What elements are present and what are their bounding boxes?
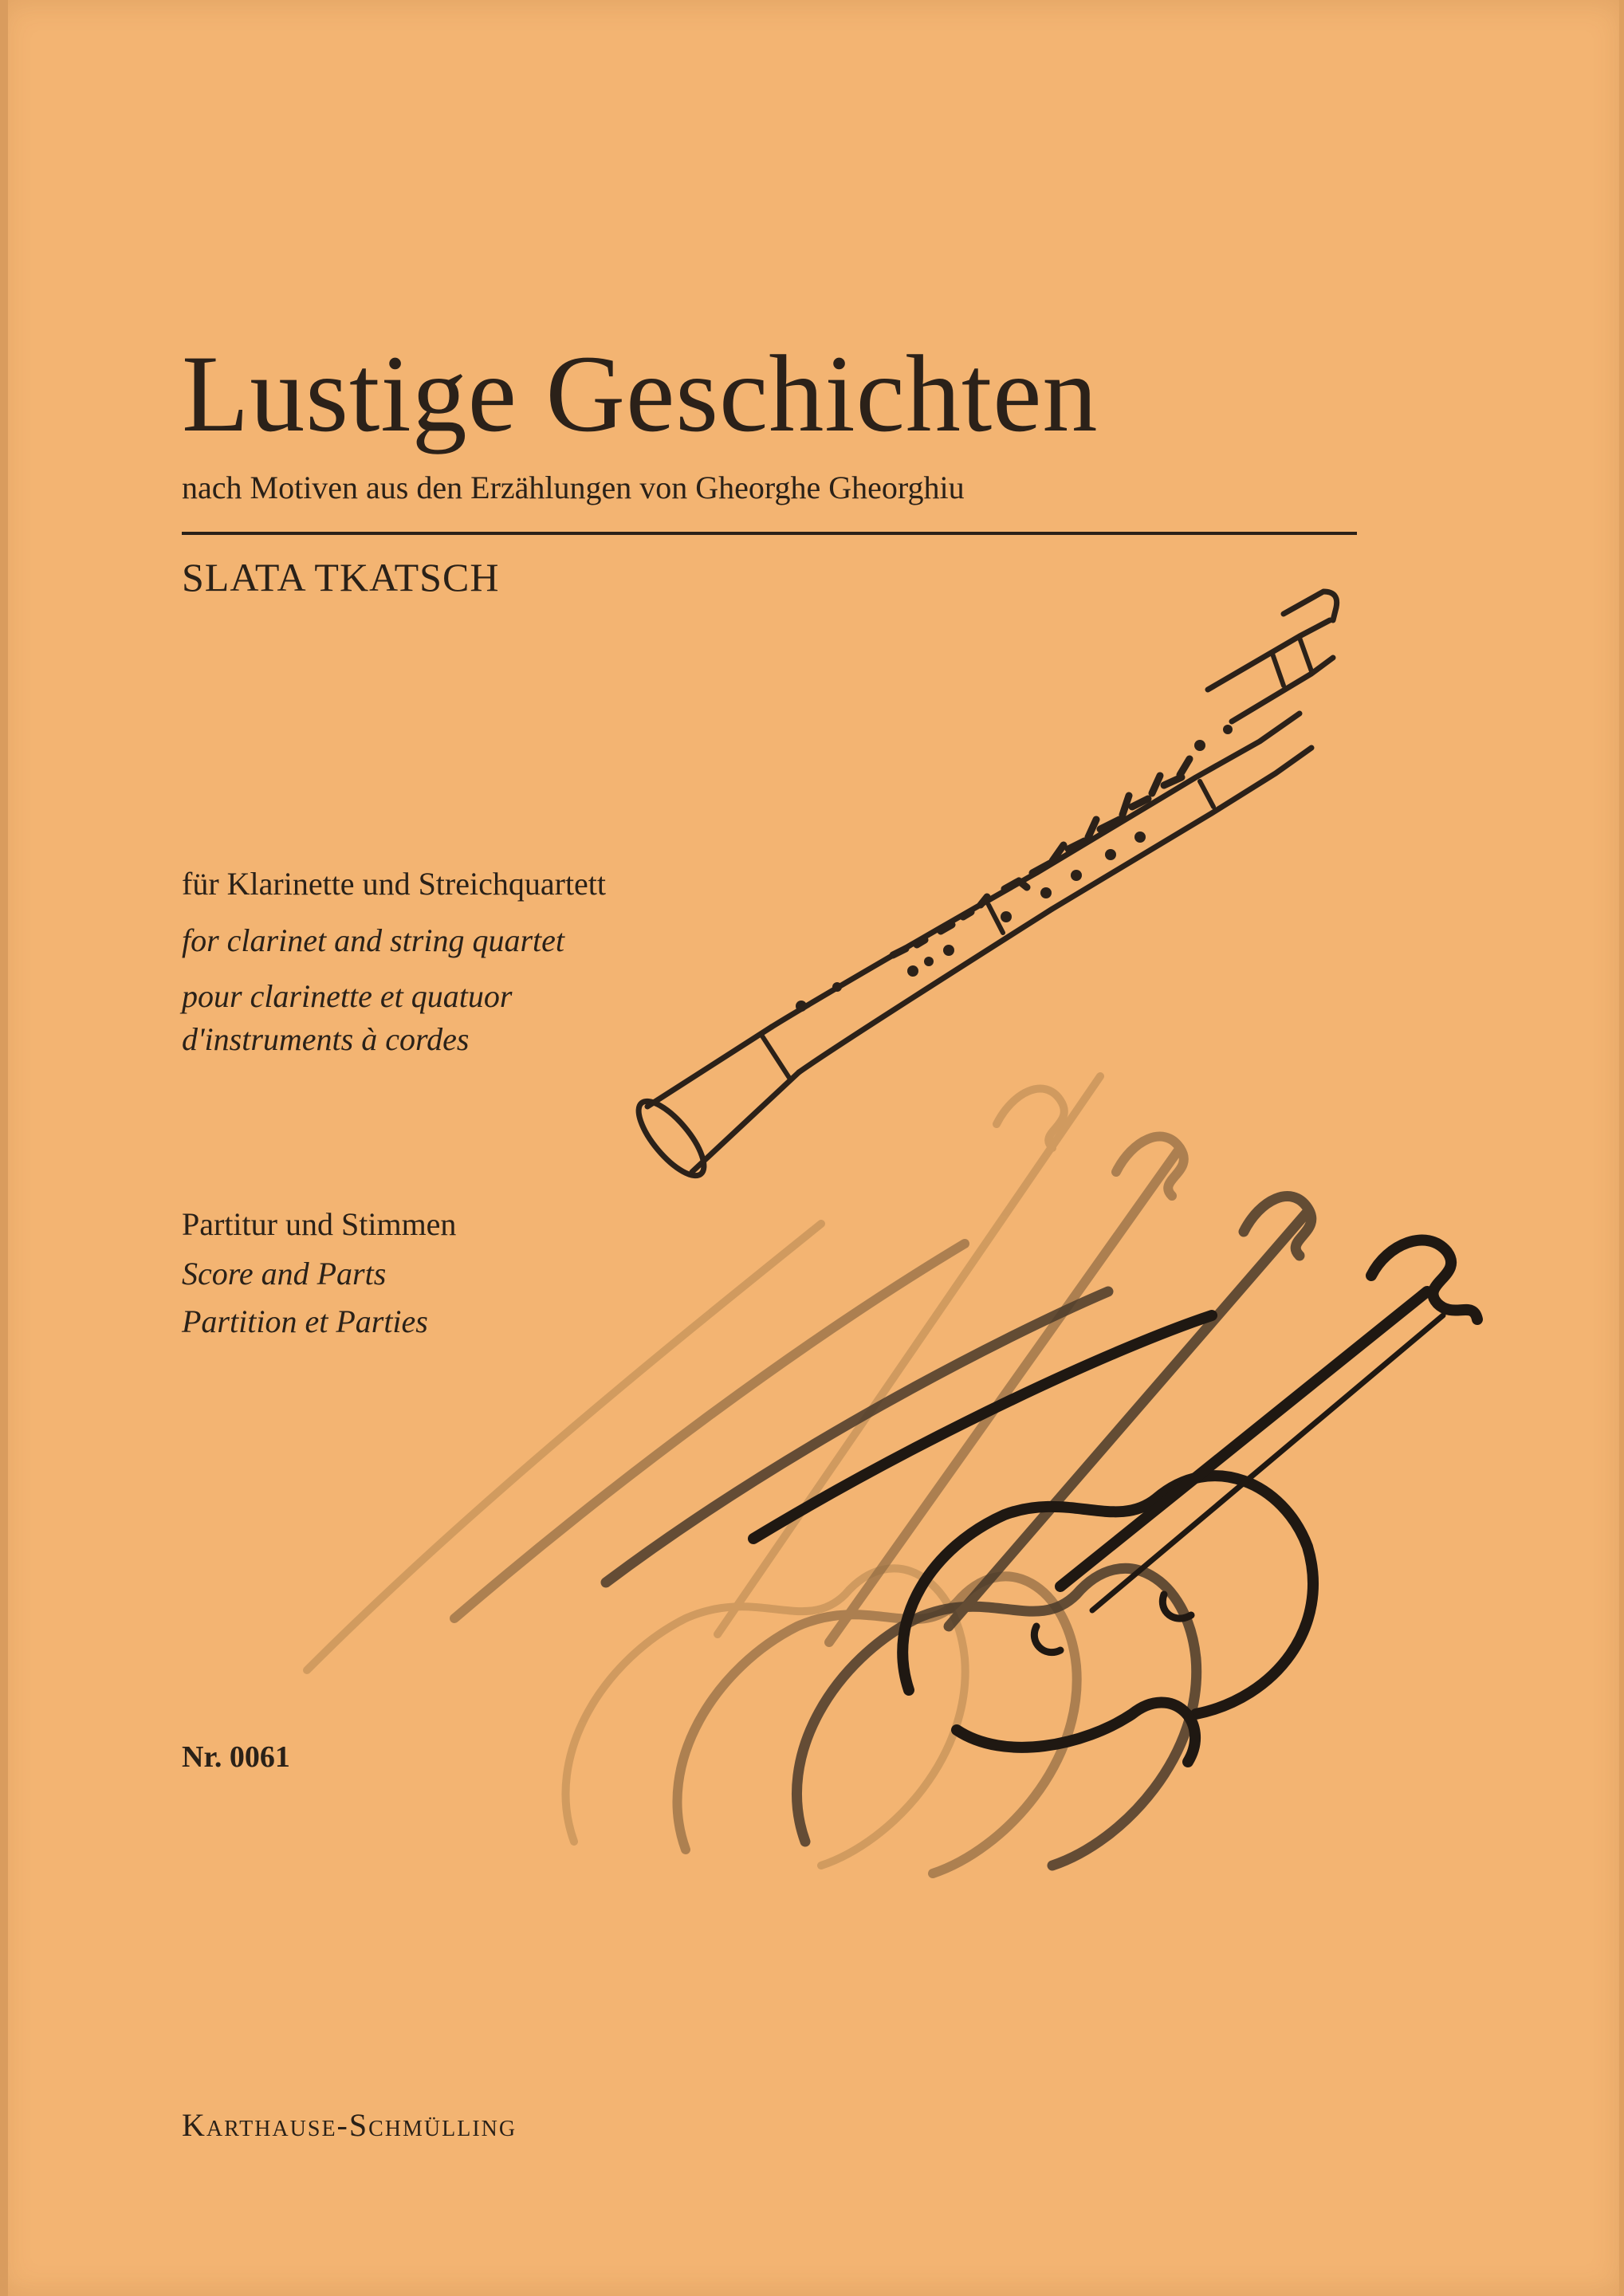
composer-name: SLATA TKATSCH bbox=[182, 555, 500, 600]
instrumentation-de: für Klarinette und Streichquartett bbox=[182, 866, 607, 902]
instrumentation-en: for clarinet and string quartet bbox=[182, 922, 564, 958]
clarinet-icon bbox=[628, 592, 1337, 1185]
catalog-number: Nr. 0061 bbox=[182, 1740, 290, 1774]
edition-fr: Partition et Parties bbox=[182, 1303, 428, 1339]
instrumentation-fr-line1: pour clarinette et quatuor bbox=[182, 978, 513, 1014]
edition-de: Partitur und Stimmen bbox=[182, 1206, 457, 1242]
violins-icon bbox=[307, 1076, 1477, 1873]
edition-en: Score and Parts bbox=[182, 1256, 387, 1292]
publisher-name: Karthause-Schmülling bbox=[182, 2107, 517, 2143]
cover-subtitle: nach Motiven aus den Erzählungen von Gheorghe Gheorghiu bbox=[182, 470, 965, 505]
instrumentation-fr-line2: d'instruments à cordes bbox=[182, 1021, 470, 1057]
cover-title: Lustige Geschichten bbox=[182, 332, 1099, 454]
